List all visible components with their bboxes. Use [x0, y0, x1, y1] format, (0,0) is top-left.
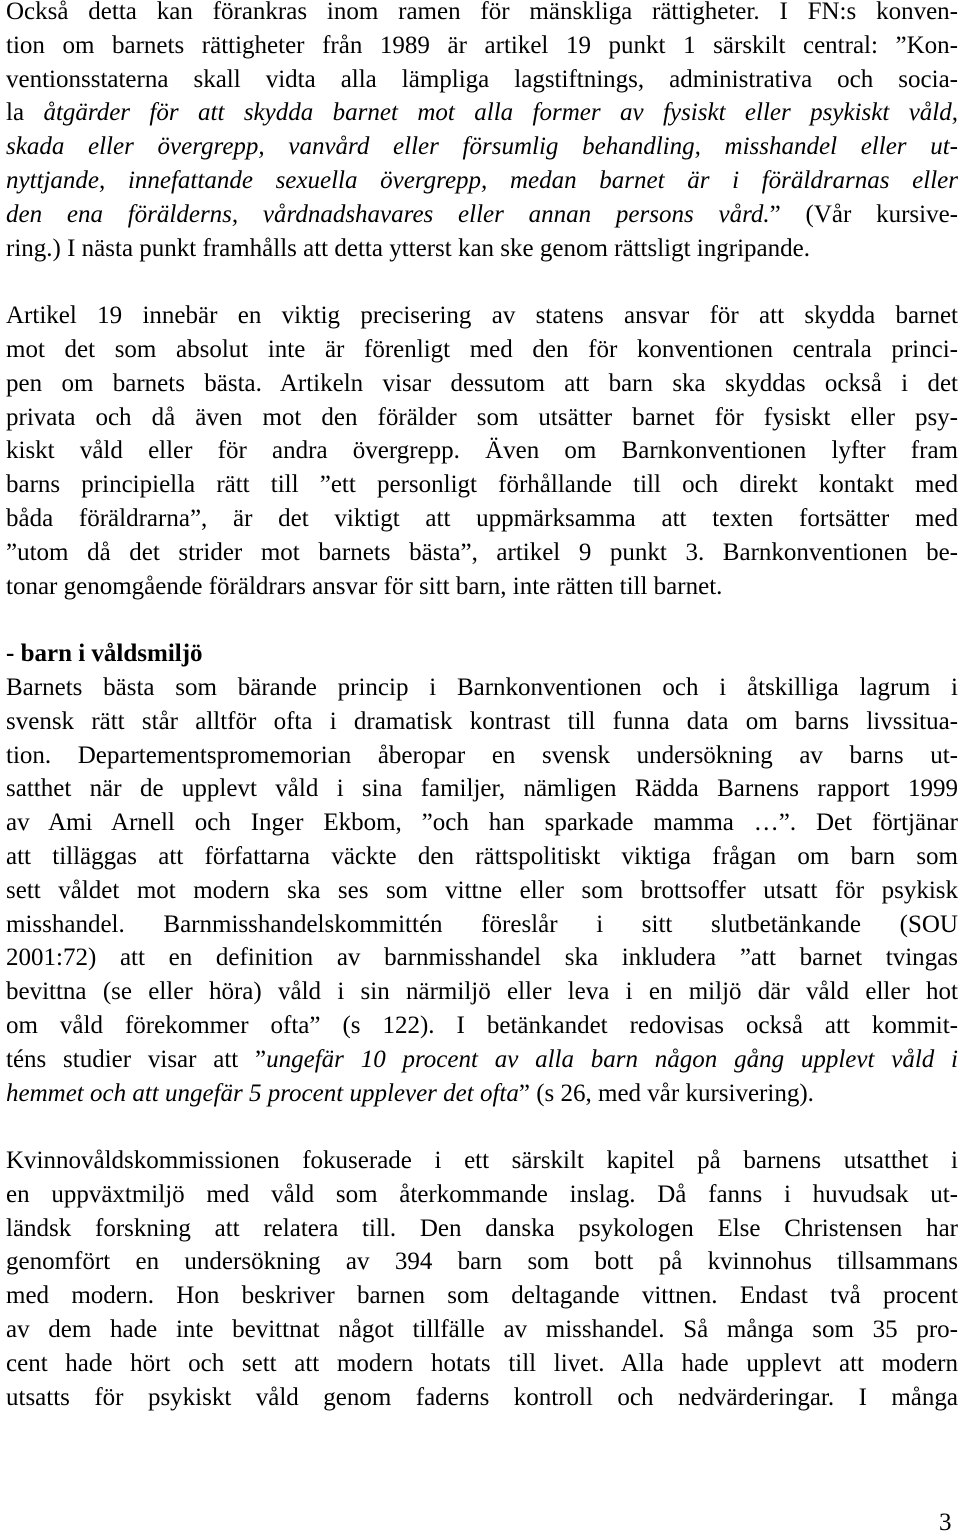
page-number: 3: [939, 1509, 952, 1536]
paragraph-line: Också detta kan förankras inom ramen för mänskliga rättigheter. I FN:s konven-: [6, 0, 958, 25]
paragraph-line: pen om barnets bästa. Artikeln visar dessutom att barn ska skyddas också i det: [6, 369, 958, 397]
paragraph-gap: [6, 1110, 958, 1144]
paragraph-line: satthet när de upplevt våld i sina familjer, nämligen Rädda Barnens rapport 1999: [6, 775, 958, 803]
paragraph-line: Artikel 19 innebär en viktig precisering av statens ansvar för att skydda barnet: [6, 302, 958, 330]
paragraph-line: Barnets bästa som bärande princip i Barnkonventionen och i åtskilliga lagrum i: [6, 673, 958, 701]
document-page: [6, 0, 958, 1414]
paragraph-line: ventionsstaterna skall vidta alla lämpliga lagstiftnings, administrativa och socia-: [6, 65, 958, 93]
paragraph-line: misshandel. Barnmisshandelskommittén föreslår i sitt slutbetänkande (SOU: [6, 910, 958, 938]
paragraph-2: [6, 299, 958, 603]
paragraph-line: nyttjande, innefattande sexuella övergrepp, medan barnet är i föräldrarnas eller: [6, 166, 958, 194]
paragraph-line: tion. Departementspromemorian åberopar en svensk undersökning av barns ut-: [6, 741, 958, 769]
paragraph-line: [6, 1043, 958, 1077]
paragraph-line: 2001:72) att en definition av barnmisshandel ska inkludera ”att barnet tvingas: [6, 944, 958, 972]
italic-text-run: åtgärder för att skydda barnet mot alla former av fysiskt eller psykiskt våld,: [43, 99, 958, 127]
paragraph-gap: [6, 265, 958, 299]
paragraph-line: [6, 96, 958, 130]
text-run: ” (Vår kursive-: [769, 200, 958, 228]
paragraph-gap: [6, 603, 958, 637]
paragraph-line: mot det som absolut inte är förenligt med den för konventionen centrala princi-: [6, 335, 958, 363]
paragraph-line: utsatts för psykiskt våld genom faderns kontroll och nedvärderingar. I många: [6, 1383, 958, 1411]
paragraph-line: ländsk forskning att relatera till. Den danska psykologen Else Christensen har: [6, 1214, 958, 1242]
paragraph-line: genomfört en undersökning av 394 barn som bott på kvinnohus tillsammans: [6, 1248, 958, 1276]
paragraph-4: [6, 1144, 958, 1414]
italic-text-run: ungefär 10 procent av alla barn någon gång upplevt våld i: [266, 1045, 958, 1073]
paragraph-line: av Ami Arnell och Inger Ekbom, ”och han sparkade mamma …”. Det förtjänar: [6, 809, 958, 837]
paragraph-line: barns principiella rätt till ”ett personligt förhållande till och direkt kontakt med: [6, 471, 958, 499]
text-run: ” (s 26, med vår kursivering).: [518, 1079, 814, 1107]
paragraph-line: [6, 198, 958, 232]
paragraph-line: kiskt våld eller för andra övergrepp. Även om Barnkonventionen lyfter fram: [6, 437, 958, 465]
paragraph-line: med modern. Hon beskriver barnen som deltagande vittnen. Endast två procent: [6, 1282, 958, 1310]
italic-text-run: hemmet och att ungefär 5 procent upplever det ofta: [6, 1079, 519, 1107]
paragraph-line: en uppväxtmiljö med våld som återkommande inslag. Då fanns i huvudsak ut-: [6, 1180, 958, 1208]
paragraph-line: tonar genomgående föräldrars ansvar för sitt barn, inte rätten till barnet.: [6, 572, 723, 600]
paragraph-line: båda föräldrarna”, är det viktigt att uppmärksamma att texten fortsätter med: [6, 504, 958, 532]
section-barn-i-valdsmiljo: [6, 637, 958, 1110]
text-run: la: [6, 99, 44, 127]
paragraph-line: bevittna (se eller höra) våld i sin närmiljö eller leva i en miljö där våld eller hot: [6, 978, 958, 1006]
paragraph-line: skada eller övergrepp, vanvård eller försumlig behandling, misshandel eller ut-: [6, 133, 958, 161]
text-run: téns studier visar att ”: [6, 1045, 267, 1073]
paragraph-line: Kvinnovåldskommissionen fokuserade i ett särskilt kapitel på barnens utsatthet i: [6, 1147, 958, 1175]
paragraph-line: sett våldet mot modern ska ses som vittne eller som brottsoffer utsatt för psykisk: [6, 876, 958, 904]
paragraph-line: tion om barnets rättigheter från 1989 är artikel 19 punkt 1 särskilt central: ”Kon-: [6, 31, 958, 59]
section-heading: - barn i våldsmiljö: [6, 640, 203, 668]
paragraph-line: cent hade hört och sett att modern hotats till livet. Alla hade upplevt att modern: [6, 1349, 958, 1377]
paragraph-line: privata och då även mot den förälder som utsätter barnet för fysiskt eller psy-: [6, 403, 958, 431]
paragraph-line: ring.) I nästa punkt framhålls att detta ytterst kan ske genom rättsligt ingripande.: [6, 234, 810, 262]
italic-text-run: den ena förälderns, vårdnadshavares eller annan persons vård.: [6, 200, 770, 228]
paragraph-1: [6, 0, 958, 265]
paragraph-line: att tilläggas att författarna väckte den rättspolitiskt viktiga frågan om barn som: [6, 842, 958, 870]
paragraph-line: ”utom då det strider mot barnets bästa”, artikel 9 punkt 3. Barnkonventionen be-: [6, 538, 958, 566]
paragraph-line: om våld förekommer ofta” (s 122). I betänkandet redovisas också att kommit-: [6, 1011, 958, 1039]
paragraph-line: av dem hade inte bevittnat något tillfälle av misshandel. Så många som 35 pro-: [6, 1316, 958, 1344]
paragraph-line: [6, 1077, 958, 1111]
paragraph-line: svensk rätt står alltför ofta i dramatisk kontrast till funna data om barns livssitua-: [6, 707, 958, 735]
